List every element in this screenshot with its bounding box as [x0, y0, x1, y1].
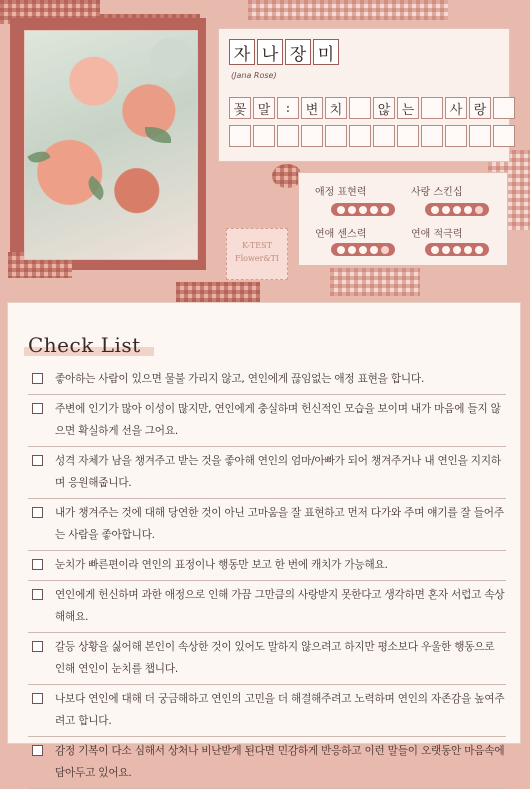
checklist-items: [28, 365, 506, 789]
name-char: 자: [229, 39, 255, 65]
empty-grid-cell: [277, 125, 299, 147]
flower-language-char: [493, 97, 515, 119]
checklist-item: [28, 685, 506, 737]
flower-language-char: 꽃: [229, 97, 251, 119]
rating-dot-icon: [348, 206, 356, 214]
empty-grid-cell: [421, 125, 443, 147]
empty-grid-cell: [325, 125, 347, 147]
rating-dot-icon: [464, 246, 472, 254]
checklist-item-text: 감정 기복이 다소 심해서 상처나 비난받게 된다면 민감하게 반응하고 이런 말들이 오랫동안 마음속에 담아두고 있어요.: [55, 745, 505, 779]
k-test-stamp: [226, 228, 288, 280]
gingham-patch-top-right: [248, 0, 448, 20]
checklist-item: [28, 365, 506, 395]
name-card: [218, 28, 510, 162]
rating-dot-icon: [381, 246, 389, 254]
checkbox[interactable]: [32, 641, 43, 652]
name-char: 미: [313, 39, 339, 65]
flower-language-char: 랑: [469, 97, 491, 119]
rating-dot-icon: [337, 246, 345, 254]
checklist-item: [28, 551, 506, 581]
checklist-sheet: [8, 303, 520, 779]
rating-dot-icon: [359, 246, 367, 254]
flower-language-grid: [229, 97, 515, 119]
checklist-item-text: 성격 자체가 남을 챙겨주고 받는 것을 좋아해 연인의 엄마/아빠가 되어 챙겨주거나 내 연인을 지지하며 응원해줍니다.: [55, 455, 501, 489]
checklist-item: [28, 633, 506, 685]
checklist-item: [28, 499, 506, 551]
empty-grid-row: [229, 125, 515, 147]
stat-label: 연애 적극력: [411, 229, 463, 240]
name-char: 나: [257, 39, 283, 65]
rating-dot-icon: [337, 206, 345, 214]
leaf-shape: [145, 127, 171, 143]
stat-rating: [425, 203, 489, 216]
stat-label: 사랑 스킨십: [411, 187, 463, 198]
checklist-item-text: 좋아하는 사람이 있으면 물불 가리지 않고, 연인에게 끊임없는 애정 표현을 합니다.: [55, 373, 425, 385]
rating-dot-icon: [381, 206, 389, 214]
checklist-item-text: 주변에 인기가 많아 이성이 많지만, 연인에게 충실하며 헌신적인 모습을 보이며 내가 마음에 들지 않으면 확실하게 선을 그어요.: [55, 403, 501, 437]
flower-language-char: [421, 97, 443, 119]
checklist-item: [28, 447, 506, 499]
leaf-shape: [83, 176, 109, 201]
rating-dot-icon: [442, 206, 450, 214]
checkbox[interactable]: [32, 455, 43, 466]
checkbox[interactable]: [32, 559, 43, 570]
flower-language-char: 사: [445, 97, 467, 119]
flower-language-char: 변: [301, 97, 323, 119]
stat-rating: [331, 203, 395, 216]
empty-grid-cell: [301, 125, 323, 147]
checkbox[interactable]: [32, 589, 43, 600]
empty-grid-cell: [445, 125, 467, 147]
stat-label: 연애 센스력: [315, 229, 367, 240]
empty-grid-cell: [253, 125, 275, 147]
rating-dot-icon: [359, 206, 367, 214]
gingham-patch-mid-right: [330, 268, 420, 296]
empty-grid-cell: [493, 125, 515, 147]
rating-dot-icon: [464, 206, 472, 214]
stat-rating: [331, 243, 395, 256]
flower-language-char: :: [277, 97, 299, 119]
checklist-item-text: 연인에게 헌신하며 과한 애정으로 인해 가끔 그만큼의 사랑받지 못한다고 생각하면 혼자 서럽고 속상해해요.: [55, 589, 505, 623]
stats-card: [298, 172, 508, 266]
rating-dot-icon: [475, 206, 483, 214]
english-name: (Jana Rose): [231, 71, 277, 80]
name-char: 장: [285, 39, 311, 65]
checklist-title: Check List: [28, 333, 141, 357]
rose-photo: [24, 30, 198, 260]
rating-dot-icon: [348, 246, 356, 254]
stat-rating: [425, 243, 489, 256]
checkbox[interactable]: [32, 373, 43, 384]
flower-language-char: 않: [373, 97, 395, 119]
checklist-item-text: 갈등 상황을 싫어해 본인이 속상한 것이 있어도 말하지 않으려고 하지만 평소보다 우울한 행동으로 인해 연인이 눈치를 챕니다.: [55, 641, 495, 675]
stamp-line-1: K-TEST: [242, 241, 272, 250]
empty-grid-cell: [397, 125, 419, 147]
rating-dot-icon: [453, 206, 461, 214]
rating-dot-icon: [431, 206, 439, 214]
checklist-item: [28, 581, 506, 633]
empty-grid-cell: [229, 125, 251, 147]
stamp-line-2: Flower&TI: [235, 254, 279, 263]
empty-grid-cell: [469, 125, 491, 147]
flower-language-char: 치: [325, 97, 347, 119]
checkbox[interactable]: [32, 403, 43, 414]
stat-label: 애정 표현력: [315, 187, 367, 198]
checklist-item-text: 나보다 연인에 대해 더 궁금해하고 연인의 고민을 더 해결해주려고 노력하며 연인의 자존감을 높여주려고 합니다.: [55, 693, 505, 727]
checklist-item-text: 눈치가 빠른편이라 연인의 표정이나 행동만 보고 한 번에 캐치가 가능해요.: [55, 559, 388, 571]
checkbox[interactable]: [32, 507, 43, 518]
rating-dot-icon: [453, 246, 461, 254]
rating-dot-icon: [475, 246, 483, 254]
name-grid: [229, 39, 339, 65]
flower-language-char: 는: [397, 97, 419, 119]
empty-grid-cell: [373, 125, 395, 147]
checklist-item: [28, 737, 506, 789]
rating-dot-icon: [370, 246, 378, 254]
checklist-item: [28, 395, 506, 447]
flower-language-char: [349, 97, 371, 119]
rating-dot-icon: [431, 246, 439, 254]
checklist-item-text: 내가 챙겨주는 것에 대해 당연한 것이 아닌 고마움을 잘 표현하고 먼저 다가와 주며 얘기를 잘 들어주는 사람을 좋아합니다.: [55, 507, 504, 541]
checkbox[interactable]: [32, 693, 43, 704]
rating-dot-icon: [442, 246, 450, 254]
flower-language-char: 말: [253, 97, 275, 119]
rating-dot-icon: [370, 206, 378, 214]
empty-grid-cell: [349, 125, 371, 147]
leaf-shape: [27, 147, 50, 167]
